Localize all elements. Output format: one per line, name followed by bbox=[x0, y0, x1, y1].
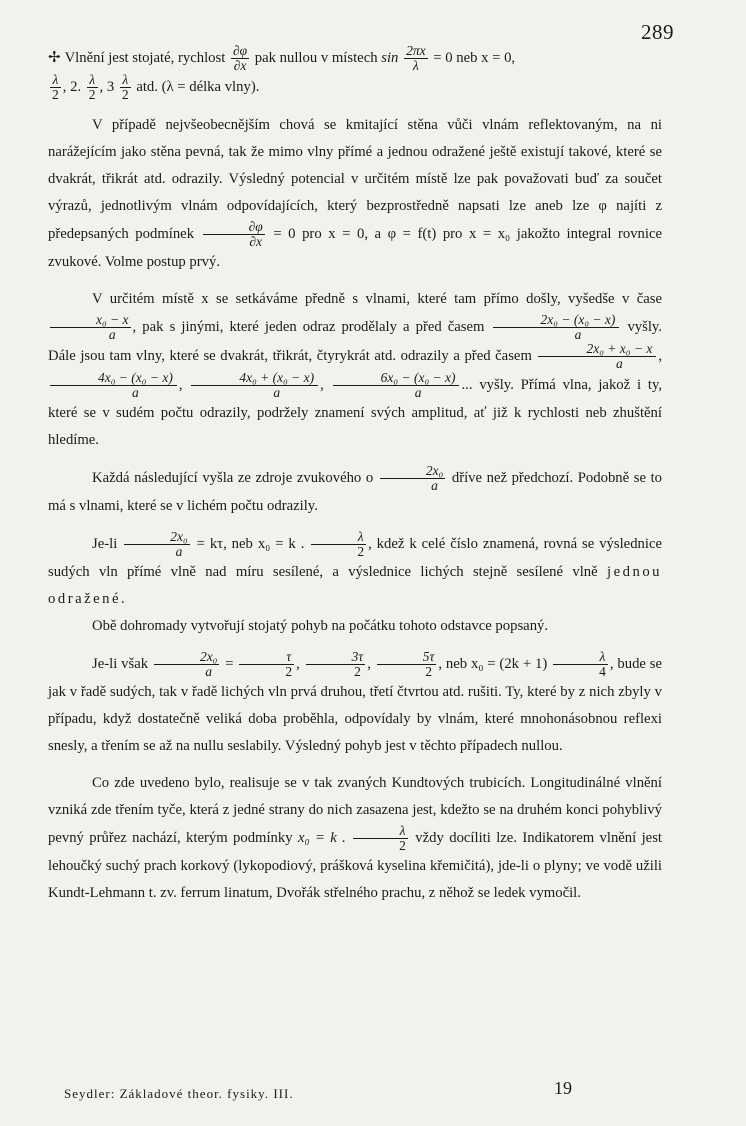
page-body bbox=[48, 44, 662, 907]
footer-sheet-number: 19 bbox=[554, 1078, 572, 1098]
fraction-direct-wave: $\frac{\text{x₀ − x}}{a}$ bbox=[50, 313, 131, 342]
fraction-lambda-2: $\frac{\lambda}{2}$ bbox=[121, 72, 129, 102]
fraction-3tau-2: $\frac{3\tau}{2}$ bbox=[306, 650, 366, 679]
fraction-2pix-lambda: $\frac{2\pi x}{\lambda}$ bbox=[406, 43, 426, 73]
fraction-2x0-a: $\frac{\text{2x₀}}{a}$ bbox=[380, 464, 445, 493]
paragraph-each-following: Každá následující vyšla ze zdroje zvukového o $\frac{\text{2x₀}}{a}$ dříve než předchozí. Podobně se to má s vlnami, které se v lichém počtu odrazily. bbox=[48, 463, 663, 514]
fraction-lambda-2: $\frac{\lambda}{2}$ bbox=[88, 72, 96, 102]
footnote-paragraph: ✢ Vlnění jest stojaté, rychlost $\frac{\partial\varphi}{\partial x}$ pak nullou v místech sin $\frac{2\pi x}{\lambda}$ = 0 neb x = 0, $\frac{\lambda}{2}$ , 2. $\frac{\lambda}{2}$ , 3 $\frac{\lambda}{2}$ atd. (λ = délka vlny). bbox=[48, 43, 516, 102]
paragraph-general-case: V případě nejvšeobecnějším chová se kmitající stěna vůči vlnám reflektovaným, na ni narážejícím jako stěna pevná, tak že mimo vlny přímé a jednou odražené ještě existují takové, které se dvakrát, třikrát atd. odrazily. Výsledný potencial v určitém místě lze pak považovati buď za součet výrazů, jednotlivým vlnám odpovídajících, který bezprostředně napsati lze aneb lze φ najíti z předepsaných podmínek $\frac{\partial\varphi}{\partial x}$ = 0 pro x = 0, a φ = f(t) pro x = x₀ jakožto integral rovnice zvukové. Volme postup prvý. bbox=[48, 117, 662, 270]
fraction-five-reflections: $\frac{\text{6x₀ − (x₀ − x)}}{a}$ bbox=[333, 371, 460, 400]
fraction-lambda-4: $\frac{\lambda}{4}$ bbox=[553, 650, 608, 679]
fraction-dphi-dx: $\frac{\partial\varphi}{\partial x}$ bbox=[232, 43, 248, 73]
fraction-tau-2: $\frac{\tau}{2}$ bbox=[239, 650, 294, 679]
paragraph-standing-motion: Obě dohromady vytvořují stojatý pohyb na počátku tohoto odstavce popsaný. bbox=[92, 618, 549, 634]
fraction-three-reflections: $\frac{\text{4x₀ − (x₀ − x)}}{a}$ bbox=[50, 371, 177, 400]
spaced-emphasis: jednou odražené. bbox=[48, 564, 663, 607]
paragraph-kundt-tubes: Co zde uvedeno bylo, realisuje se v tak zvaných Kundtových trubicích. Longitudinálné vlnění vzniká zde třením tyče, která z jedné strany do nich zasazena jest, kdežto se na druhém konci pohyblivý pevný průřez nachází, kterým podmínky x₀ = k . $\frac{\lambda}{2}$ vždy docíliti lze. Indikatorem vlnění jest lehoučký suchý prach korkový (lykopodiový, prášková kyselina křemičitá), jde-li o plyny; ve vodě užili Kundt-Lehmann t. zv. ferrum linatum, Dvořák střelného prachu, z něhož se ledek vymočil. bbox=[48, 775, 662, 901]
fraction-2x0-a: $\frac{\text{2x₀}}{a}$ bbox=[154, 650, 219, 679]
page-number: 289 bbox=[641, 20, 674, 44]
fraction-lambda-2: $\frac{\lambda}{2}$ bbox=[311, 530, 366, 559]
footnote-mark-icon: ✢ bbox=[48, 49, 61, 66]
footer-signature: Seydler: Základové theor. fysiky. III. bbox=[64, 1086, 294, 1101]
paragraph-if-half-tau: Je-li však $\frac{\text{2x₀}}{a}$ = $\frac{\tau}{2}$ , $\frac{3\tau}{2}$ , $\frac{5\tau}{2}$ , neb x₀ = (2k + 1) $\frac{\lambda}{4}$ , bude se jak v řadě sudých, tak v řadě lichých vln prvá druhou, třetí čtvrtou atd. rušiti. Ty, které by z nich zbyly v případu, když dostatečně veliká doba proběhla, odpovídaly by vlnám, které mnohonásobnou reflexi snesly, a třením se až na nullu seslabily. Výsledný pohyb jest v těchto případech nullou. bbox=[48, 649, 663, 754]
fraction-dphi-dx: $\frac{\partial\varphi}{\partial x}$ bbox=[203, 220, 265, 249]
fraction-2x0-a: $\frac{\text{2x₀}}{a}$ bbox=[124, 530, 189, 559]
fraction-two-reflections: $\frac{\text{2x₀ + x₀ − x}}{a}$ bbox=[538, 342, 656, 371]
fraction-four-reflections: $\frac{\text{4x₀ + (x₀ − x)}}{a}$ bbox=[191, 371, 318, 400]
paragraph-waves-meeting: V určitém místě x se setkáváme předně s vlnami, které tam přímo došly, vyšedše v čase $\frac{\text{x₀ − x}}{a}$ , pak s jinými, které jeden odraz prodělaly a před časem $\frac{\text{2x₀ − (x₀ − x)}}{a}$ vyšly. Dále jsou tam vlny, které se dvakrát, třikrát, čtyrykrát atd. odrazily a před časem $\frac{\text{2x₀ + x₀ − x}}{a}$ , $\frac{\text{4x₀ − (x₀ − x)}}{a}$ , $\frac{\text{4x₀ + (x₀ − x)}}{a}$ , $\frac{\text{6x₀ − (x₀ − x)}}{a}$ ... vyšly. Přímá vlna, jakož i ty, které se v sudém počtu odrazily, podržely znamení svých amplitud, ať již k rychlosti neb zhuštění hledíme. bbox=[48, 291, 663, 448]
fraction-one-reflection: $\frac{\text{2x₀ − (x₀ − x)}}{a}$ bbox=[493, 313, 620, 342]
fraction-5tau-2: $\frac{5\tau}{2}$ bbox=[377, 650, 437, 679]
paragraph-if-k-tau: Je-li $\frac{\text{2x₀}}{a}$ = kτ, neb x₀ = k . $\frac{\lambda}{2}$ , kdež k celé číslo znamená, rovná se výslednice sudých vln přímé vlně nad míru sesílené, a výslednice lichých stejně sesílené vlně jednou odražené. bbox=[48, 529, 663, 607]
fraction-lambda-2: $\frac{\lambda}{2}$ bbox=[353, 824, 408, 853]
fraction-lambda-2: $\frac{\lambda}{2}$ bbox=[52, 72, 59, 102]
